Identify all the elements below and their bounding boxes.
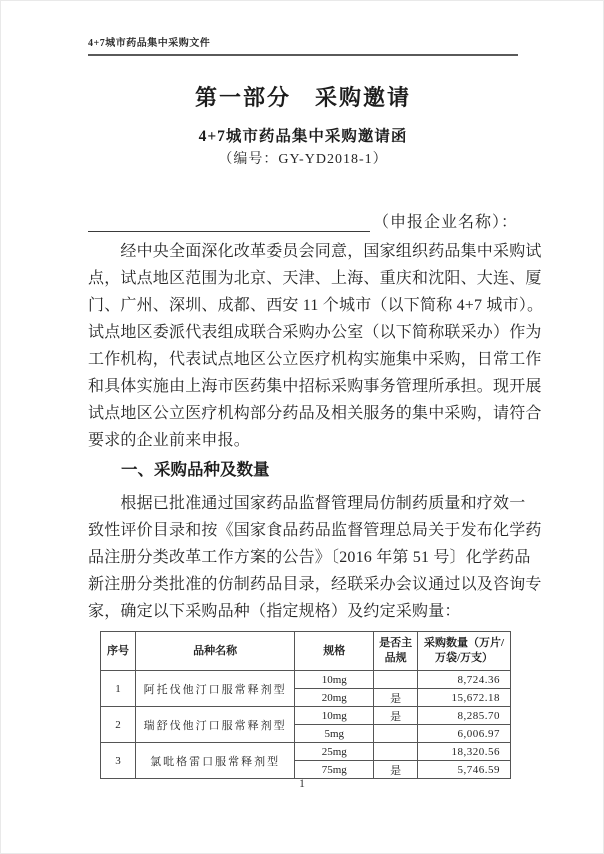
column-header-no: 序号 bbox=[101, 632, 136, 671]
spec-cell: 20mg bbox=[295, 689, 374, 707]
main-spec-cell bbox=[374, 743, 418, 761]
spec-cell: 25mg bbox=[295, 743, 374, 761]
product-name-cell: 氯吡格雷口服常释剂型 bbox=[135, 743, 294, 779]
quantity-cell: 8,724.36 bbox=[418, 671, 511, 689]
procurement-table bbox=[100, 631, 511, 779]
text-line: 新注册分类批准的仿制药品目录，经联采办会议通过以及咨询专 bbox=[88, 576, 542, 593]
product-name-cell: 阿托伐他汀口服常释剂型 bbox=[135, 671, 294, 707]
text-line: 工作机构，代表试点地区公立医疗机构实施集中采购，日常工作 bbox=[88, 351, 542, 368]
quantity-cell: 6,006.97 bbox=[418, 725, 511, 743]
main-spec-cell: 是 bbox=[374, 761, 418, 779]
table-body bbox=[101, 671, 511, 779]
spec-cell: 10mg bbox=[295, 707, 374, 725]
column-header-name: 品种名称 bbox=[135, 632, 294, 671]
applicant-line bbox=[88, 208, 518, 232]
intro-paragraph bbox=[88, 238, 544, 454]
applicant-label: （申报企业名称）： bbox=[372, 214, 518, 231]
quantity-cell: 15,672.18 bbox=[418, 689, 511, 707]
spec-cell: 10mg bbox=[295, 671, 374, 689]
table-row bbox=[101, 743, 511, 761]
main-spec-cell: 是 bbox=[374, 707, 418, 725]
section-paragraph bbox=[88, 490, 542, 625]
quantity-cell: 5,746.59 bbox=[418, 761, 511, 779]
document-number: （编号：GY-YD2018-1） bbox=[218, 152, 388, 167]
row-number-cell: 3 bbox=[101, 743, 136, 779]
quantity-cell: 18,320.56 bbox=[418, 743, 511, 761]
text-line: 门、广州、深圳、成都、西安 11 个城市（以下简称 4+7 城市）。 bbox=[88, 297, 544, 314]
section-heading-procurement: 一、采购品种及数量 bbox=[121, 460, 270, 479]
document-title: 第一部分 采购邀请 bbox=[194, 85, 411, 110]
applicant-blank-underline bbox=[88, 212, 370, 232]
document-subtitle: 4+7城市药品集中采购邀请函 bbox=[198, 128, 408, 145]
row-number-cell: 2 bbox=[101, 707, 136, 743]
spec-cell: 75mg bbox=[295, 761, 374, 779]
main-spec-cell bbox=[374, 671, 418, 689]
text-line: 品注册分类改革工作方案的公告》〔2016 年第 51 号〕化学药品 bbox=[88, 549, 531, 566]
spec-cell: 5mg bbox=[295, 725, 374, 743]
page-header-note: 4+7城市药品集中采购文件 bbox=[88, 34, 518, 56]
main-spec-cell bbox=[374, 725, 418, 743]
text-line: 试点地区委派代表组成联合采购办公室（以下简称联采办）作为 bbox=[88, 324, 542, 341]
table-row bbox=[101, 671, 511, 689]
text-line: 试点地区公立医疗机构部分药品及相关服务的集中采购，请符合 bbox=[88, 405, 542, 422]
row-number-cell: 1 bbox=[101, 671, 136, 707]
column-header-qty: 采购数量（万片/万袋/万支） bbox=[418, 632, 511, 671]
product-name-cell: 瑞舒伐他汀口服常释剂型 bbox=[135, 707, 294, 743]
table-row bbox=[101, 707, 511, 725]
text-line: 点，试点地区范围为北京、天津、上海、重庆和沈阳、大连、厦 bbox=[88, 270, 542, 287]
text-line: 根据已批准通过国家药品监督管理局仿制药质量和疗效一 bbox=[88, 495, 526, 512]
text-line: 经中央全面深化改革委员会同意，国家组织药品集中采购试 bbox=[88, 243, 542, 260]
main-spec-cell: 是 bbox=[374, 689, 418, 707]
text-line: 致性评价目录和按《国家食品药品监督管理总局关于发布化学药 bbox=[88, 522, 542, 539]
text-line: 要求的企业前来申报。 bbox=[88, 432, 251, 449]
text-line: 家，确定以下采购品种（指定规格）及约定采购量： bbox=[88, 603, 461, 620]
page-number: 1 bbox=[299, 778, 305, 790]
quantity-cell: 8,285.70 bbox=[418, 707, 511, 725]
page-content bbox=[88, 34, 544, 779]
table-header-row bbox=[101, 632, 511, 671]
column-header-main: 是否主品规 bbox=[374, 632, 418, 671]
column-header-spec: 规格 bbox=[295, 632, 374, 671]
text-line: 和具体实施由上海市医药集中招标采购事务管理所承担。现开展 bbox=[88, 378, 542, 395]
